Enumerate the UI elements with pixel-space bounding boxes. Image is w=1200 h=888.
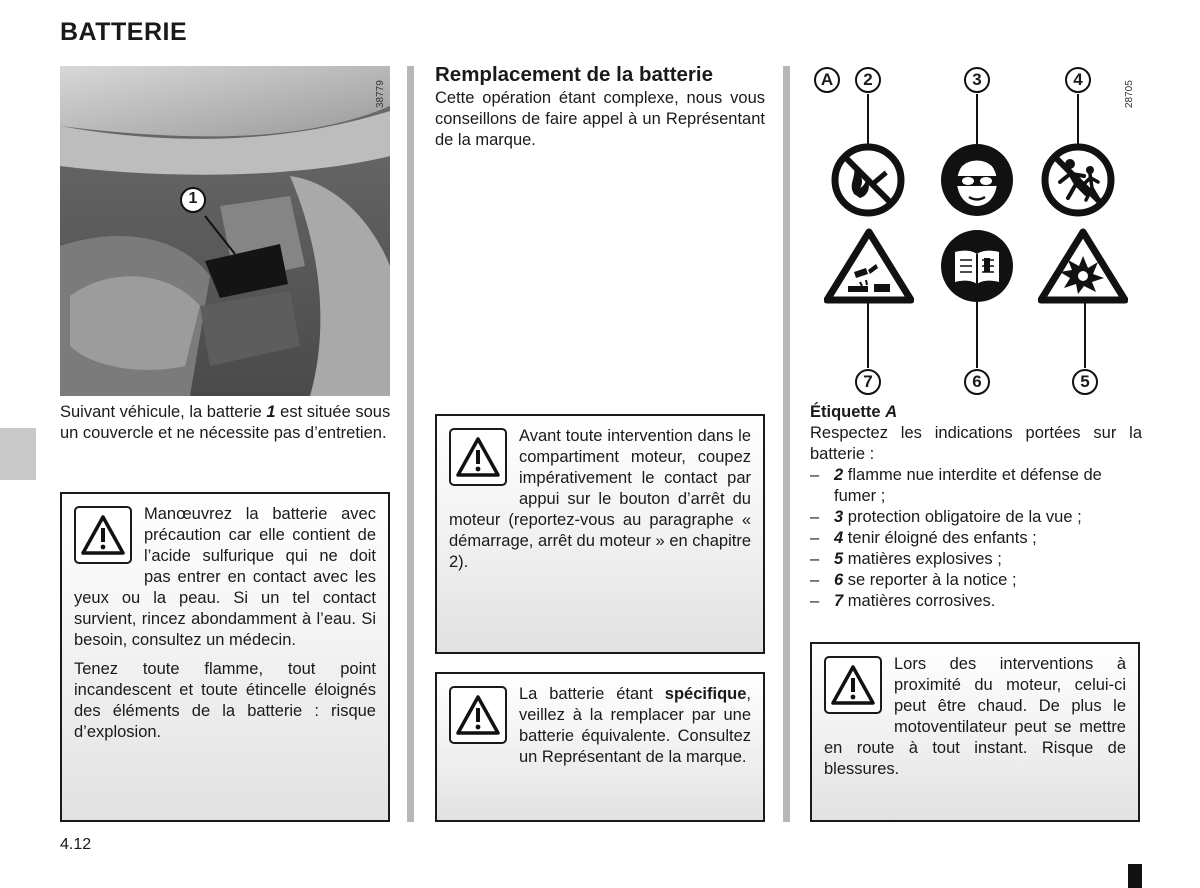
- label-number-7: 7: [863, 372, 873, 391]
- list-text: matières explosives ;: [843, 550, 1002, 568]
- warning2-text-start: La batterie étant: [519, 685, 665, 703]
- list-number: 2: [834, 466, 844, 484]
- engine-stop-warning-text: Avant toute intervention dans le compartiment moteur, coupez impérativement le contact par appui sur le bouton d’arrêt du moteur (reportez-vous au paragraphe « démarrage, arrêt du moteur » en chapitre 2).: [449, 427, 751, 571]
- no-flame-no-smoking-icon: [830, 142, 906, 218]
- acid-warning-text: Manœuvrez la batterie avec précaution car elle contient de l’acide sulfurique qui ne doit pas entrer en contact avec les yeux ou la peau. Si un tel contact survient, rincez abondamment à l’eau. Si besoin, consultez un médecin.: [74, 505, 376, 649]
- chapter-side-tab: [0, 428, 36, 480]
- caption-text-end: est située sous un couvercle et ne nécessite pas d’entretien.: [60, 403, 391, 442]
- hot-engine-warning-box: [810, 642, 1140, 822]
- list-text: tenir éloigné des enfants ;: [843, 529, 1037, 547]
- list-text: matières corrosives.: [843, 592, 996, 610]
- hot-engine-warning-text: Lors des interventions à proximité du moteur, celui-ci peut être chaud. De plus le motoventilateur peut se mettre en route à tout instant. Risque de blessures.: [824, 655, 1126, 778]
- label-number-6: 6: [972, 372, 982, 391]
- label-title-word: Étiquette: [810, 403, 881, 421]
- label-number-2: 2: [863, 70, 873, 89]
- warning2-bold-word: spécifique: [664, 685, 747, 703]
- warning-triangle-icon: [74, 506, 132, 564]
- corrosive-icon: [824, 228, 914, 304]
- explosive-icon: [1038, 228, 1128, 304]
- label-reference-code: 28705: [1124, 80, 1135, 108]
- list-number: 3: [834, 508, 844, 526]
- label-title: [810, 402, 1142, 423]
- section-heading: Remplacement de la batterie: [435, 63, 713, 86]
- column-separator-left: [407, 66, 414, 822]
- list-text: se reporter à la notice ;: [843, 571, 1017, 589]
- column-separator-right: [783, 66, 790, 822]
- label-number-5: 5: [1080, 372, 1090, 391]
- list-dash: –: [810, 592, 820, 610]
- list-item: [810, 528, 1142, 549]
- label-intro: Respectez les indications portées sur la batterie :: [810, 424, 1142, 463]
- page-edge-marker: [1128, 864, 1142, 888]
- list-item: [810, 465, 1142, 507]
- engine-photo-illustration: [60, 66, 390, 396]
- label-number-4: 4: [1073, 70, 1083, 89]
- list-item: [810, 507, 1142, 528]
- callout-1: 1: [188, 190, 198, 207]
- list-text: protection obligatoire de la vue ;: [843, 508, 1082, 526]
- list-number: 7: [834, 592, 844, 610]
- list-item: [810, 570, 1142, 591]
- replacement-intro: Cette opération étant complexe, nous vous conseillons de faire appel à un Représentant de la marque.: [435, 89, 765, 149]
- page-number: 4.12: [60, 836, 92, 853]
- caption-text-start: Suivant véhicule, la batterie: [60, 403, 267, 421]
- specific-battery-warning-box: [435, 672, 765, 822]
- battery-location-caption: [60, 402, 392, 444]
- label-number-3: 3: [972, 70, 982, 89]
- list-number: 4: [834, 529, 844, 547]
- list-item: [810, 549, 1142, 570]
- engine-compartment-photo: [60, 66, 390, 396]
- warning2-text-end: , veillez à la remplacer par une batterie équivalente. Consultez un Représentant de la marque.: [519, 685, 751, 766]
- warning-triangle-icon: [824, 656, 882, 714]
- caption-battery-number: 1: [266, 403, 276, 421]
- eye-protection-icon: [939, 142, 1015, 218]
- list-item: [810, 591, 1142, 612]
- list-dash: –: [810, 571, 820, 589]
- warning-triangle-icon: [449, 428, 507, 486]
- list-text: flamme nue interdite et défense de fumer ;: [834, 466, 1102, 505]
- list-dash: –: [810, 529, 820, 547]
- label-letter-a: A: [820, 70, 834, 89]
- list-number: 6: [834, 571, 844, 589]
- list-dash: –: [810, 466, 820, 484]
- list-number: 5: [834, 550, 844, 568]
- list-dash: –: [810, 508, 820, 526]
- battery-label-diagram: [810, 62, 1140, 402]
- warning-triangle-icon: [449, 686, 507, 744]
- engine-stop-warning-box: [435, 414, 765, 654]
- keep-children-away-icon: [1040, 142, 1116, 218]
- acid-warning-box: [60, 492, 390, 822]
- label-explanation: [810, 402, 1142, 612]
- list-dash: –: [810, 550, 820, 568]
- explosion-warning-text: Tenez toute flamme, tout point incandescent et toute étincelle éloignés des éléments de la batterie : risque d’explosion.: [74, 660, 376, 741]
- label-items-list: [810, 465, 1142, 612]
- photo-reference-code: 38779: [375, 80, 386, 108]
- label-title-letter: A: [885, 403, 898, 421]
- read-manual-icon: [939, 228, 1015, 304]
- page-title: BATTERIE: [60, 18, 188, 46]
